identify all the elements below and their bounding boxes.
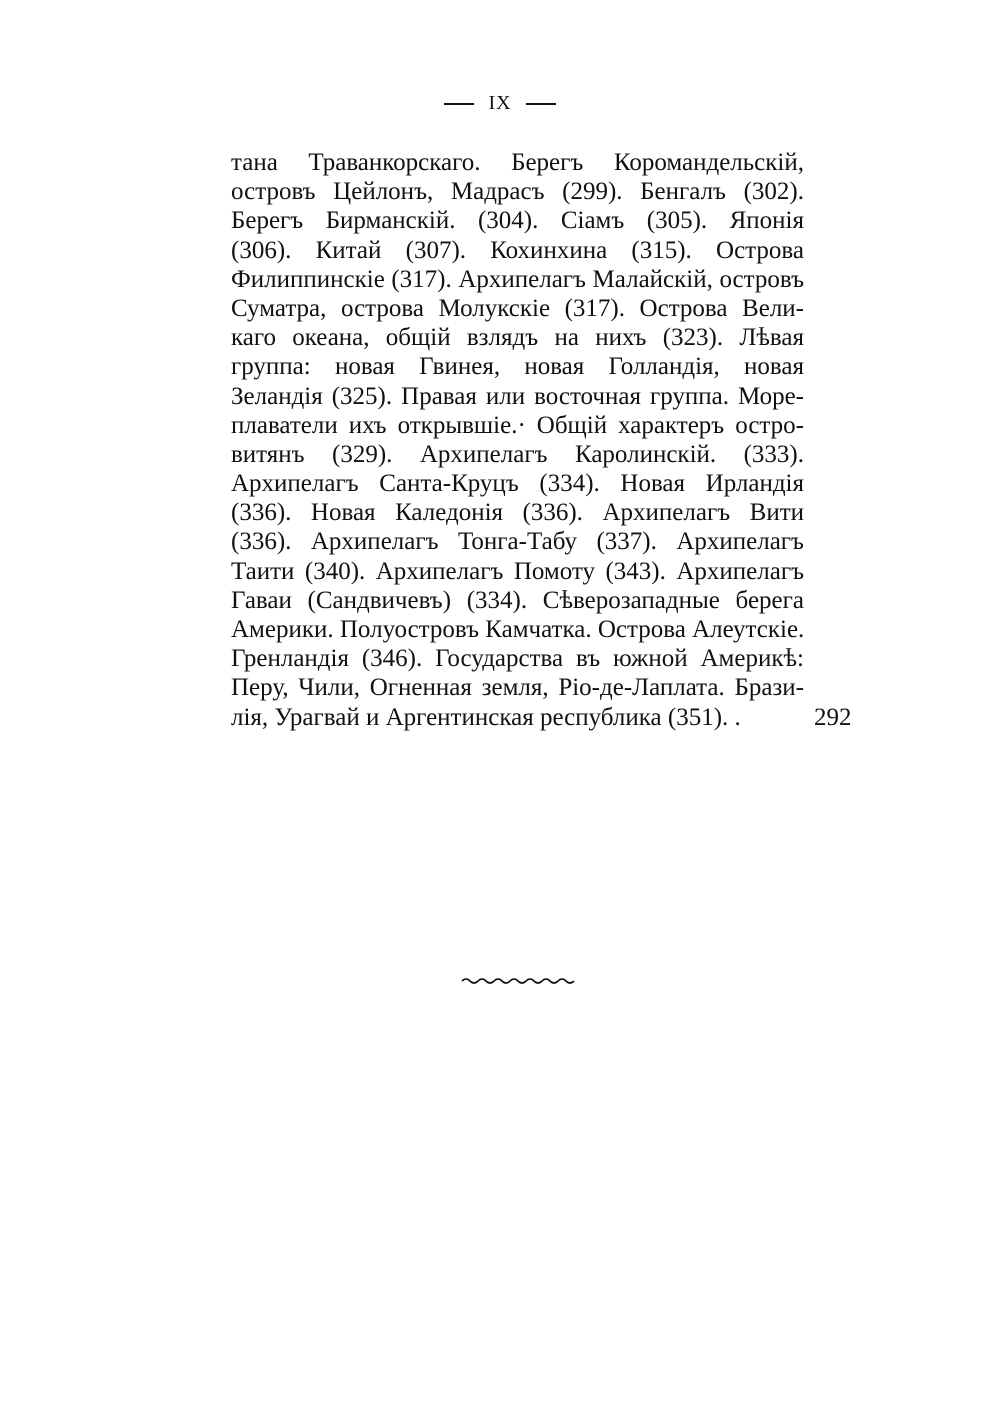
text-line: Зеландiя (325). Правая или восточная группа. Море- (231, 382, 804, 410)
text-line: лiя, Урагвай и Аргентинская республика (351). . (231, 703, 741, 731)
text-line: островъ Цейлонъ, Мадрасъ (299). Бенгалъ (302). (231, 178, 804, 206)
text-line: витянъ (329). Архипелагъ Каролинскiй. (333). (231, 440, 804, 468)
text-line: каго океана, общiй взлядъ на нихъ (323). Лѣвая (231, 324, 804, 352)
text-line: Перу, Чили, Огненная земля, Рiо-де-Лаплата. Брази- (231, 674, 804, 702)
text-line: (336). Новая Каледонiя (336). Архипелагъ Вити (231, 499, 804, 527)
text-line: (336). Архипелагъ Тонга-Табу (337). Архипелагъ (231, 528, 804, 556)
text-line: Берегъ Бирманскiй. (304). Сiамъ (305). Японiя (231, 207, 804, 235)
toc-entry-text (231, 148, 804, 732)
text-line: плаватели ихъ открывшiе.· Общiй характеръ остро- (231, 411, 804, 439)
header-dash-left (444, 103, 474, 105)
wavy-divider-ornament (460, 974, 578, 988)
text-line: (306). Китай (307). Кохинхина (315). Острова (231, 236, 804, 264)
page-header (0, 92, 1000, 115)
text-line: Архипелагъ Санта-Круцъ (334). Новая Ирландiя (231, 470, 804, 498)
text-line: Гаваи (Сандвичевъ) (334). Сѣверозападные берега (231, 586, 804, 614)
header-dash-right (526, 103, 556, 105)
text-line: Гренландiя (346). Государства въ южной Америкѣ: (231, 645, 804, 673)
page-roman-numeral: IX (488, 92, 512, 114)
text-line: Филиппинскiе (317). Архипелагъ Малайскiй, островъ (231, 265, 804, 293)
page-reference-number: 292 (814, 704, 852, 731)
text-line: тана Траванкорскаго. Берегъ Коромандельскiй, (231, 149, 804, 176)
text-line: Таити (340). Архипелагъ Помоту (343). Архипелагъ (231, 557, 804, 585)
text-line: Америки. Полуостровъ Камчатка. Острова Алеутскiе. (231, 616, 805, 643)
text-line: группа: новая Гвинея, новая Голландiя, новая (231, 353, 804, 381)
text-line: Суматра, острова Молукскiе (317). Острова Вели- (231, 294, 804, 322)
